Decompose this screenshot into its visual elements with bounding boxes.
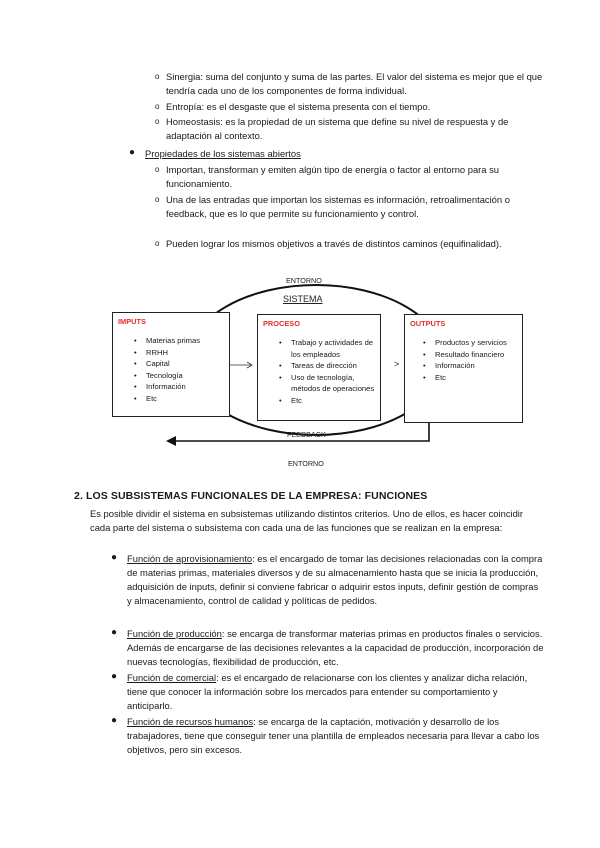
subitem-text: Sinergia: suma del conjunto y suma de las partes. El valor del sistema es mejor que el que tendría cada uno de los componentes de forma individual. [166, 71, 543, 96]
function-produccion [111, 627, 545, 669]
circle-bullet-icon: o [155, 239, 160, 248]
inputs-item: • Materias primas [134, 335, 200, 347]
open-systems-item [155, 193, 536, 221]
outputs-item: • Resultado financiero [423, 349, 507, 361]
proceso-item: • Etc [279, 395, 375, 407]
function-text: es el encargado de relacionarse con los clientes y analizar dicha relación, tiene que conocer la información sobre los mercados para entender su comportamiento y anticiparlo. [127, 672, 528, 711]
outputs-title: OUTPUTS [410, 319, 446, 328]
function-comercial [111, 671, 545, 713]
outputs-list [423, 337, 507, 383]
proceso-to-outputs-arrow: > [394, 359, 400, 369]
subitem-homeostasis [155, 115, 516, 143]
circle-bullet-icon: o [155, 72, 160, 81]
proceso-box [257, 314, 381, 421]
circle-bullet-icon: o [155, 102, 160, 111]
inputs-item: • Capital [134, 358, 200, 370]
inputs-item: • Información [134, 381, 200, 393]
inputs-item: • RRHH [134, 347, 200, 359]
bullet-icon: ● [111, 671, 118, 682]
outputs-item: • Productos y servicios [423, 337, 507, 349]
function-name: Función de aprovisionamiento [127, 553, 253, 564]
feedback-arrow-head-icon [166, 436, 176, 446]
bullet-icon: ● [111, 552, 118, 563]
function-sep: : [216, 672, 219, 683]
section-2-heading: 2. LOS SUBSISTEMAS FUNCIONALES DE LA EMPRESA: FUNCIONES [74, 490, 428, 502]
circle-bullet-icon: o [155, 117, 160, 126]
bullet-icon: ● [129, 147, 136, 158]
open-systems-item [155, 163, 516, 191]
arrow-head-icon [247, 362, 252, 368]
bullet-icon: ● [111, 715, 118, 726]
outputs-box [404, 314, 523, 423]
function-name: Función de comercial [127, 672, 217, 683]
open-systems-item-text: Importan, transforman y emiten algún tipo de energía o factor al entorno para su funcionamiento. [166, 164, 500, 189]
function-text: se encarga de transformar materias primas en productos finales o servicios. Además de encargarse de las decisiones relevantes a la capacidad de producción, incorporación de nuevas tecnologías, flexibilidad de producción, etc. [127, 628, 544, 667]
circle-bullet-icon: o [155, 195, 160, 204]
open-systems-item [155, 237, 516, 251]
open-systems-item-text: Pueden lograr los mismos objetivos a través de distintos caminos (equifinalidad). [166, 238, 502, 249]
function-name: Función de producción [127, 628, 222, 639]
function-aprovisionamiento [111, 552, 545, 608]
subitem-text: Homeostasis: es la propiedad de un sistema que define su nivel de respuesta y de adaptación al contexto. [166, 116, 509, 141]
function-sep: : [253, 716, 256, 727]
inputs-item: • Etc [134, 393, 200, 405]
inputs-title: IMPUTS [118, 317, 146, 326]
feedback-label: FEEDBACK [287, 430, 326, 439]
inputs-list [134, 335, 200, 404]
proceso-item: • Uso de tecnología, métodos de operaciones [279, 372, 375, 395]
subitem-text: Entropía: es el desgaste que el sistema presenta con el tiempo. [166, 101, 431, 112]
proceso-item: • Tareas de dirección [279, 360, 375, 372]
function-text: se encarga de la captación, motivación y desarrollo de los trabajadores, tiene que conseguir tener una plantilla de empleados necesaria para llevar a cabo los objetivos, pero sin excesos. [127, 716, 540, 755]
function-recursos-humanos [111, 715, 545, 757]
circle-bullet-icon: o [155, 165, 160, 174]
entorno-bottom-label: ENTORNO [288, 459, 324, 468]
function-sep: : [221, 628, 225, 639]
section-2-intro: Es posible dividir el sistema en subsistemas utilizando distintos criterios. Uno de ellos, es hacer coincidir cada parte del sistema o subsistema con cada una de las funciones que se realizan en la empresa: [90, 508, 524, 533]
entorno-top-label: ENTORNO [286, 276, 322, 285]
open-systems-item-text: Una de las entradas que importan los sistemas es información, retroalimentación o feedback, que es lo que permite su funcionamiento y control. [166, 194, 510, 219]
outputs-item: • Etc [423, 372, 507, 384]
bullet-icon: ● [111, 627, 118, 638]
proceso-item: • Trabajo y actividades de los empleados [279, 337, 375, 360]
proceso-title: PROCESO [263, 319, 300, 328]
inputs-item: • Tecnología [134, 370, 200, 382]
subitem-sinergia [155, 70, 546, 98]
inputs-box [112, 312, 230, 417]
proceso-list [279, 337, 375, 406]
sistema-label: SISTEMA [283, 294, 323, 304]
function-name: Función de recursos humanos [127, 716, 254, 727]
subitem-entropia [155, 100, 546, 114]
function-sep: : [252, 553, 255, 564]
open-systems-heading-text: Propiedades de los sistemas abiertos [145, 148, 301, 159]
function-text: es el encargado de tomar las decisiones relacionadas con la compra de materias primas, materiales diversos y de su almacenamiento hasta que se inicia la producción, adquisición de inputs, definir si conviene fabricar o adquirir estos inputs, definir gestión de compras y almacenamiento, control de calidad y políticas de pedidos. [127, 553, 543, 606]
open-systems-heading [129, 147, 301, 161]
outputs-item: • Información [423, 360, 507, 372]
